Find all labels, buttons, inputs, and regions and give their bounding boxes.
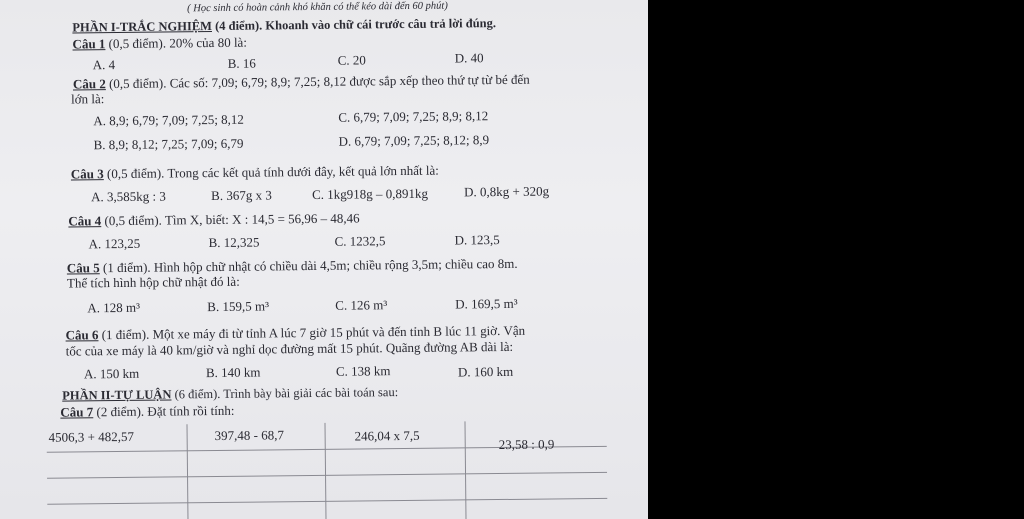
time-note: ( Học sinh có hoàn cảnh khó khăn có thể kéo dài đến 60 phút) — [187, 0, 448, 15]
q7-expression-1: 4506,3 + 482,57 — [48, 428, 135, 445]
q6-text: (1 điểm). Một xe máy đi từ tỉnh A lúc 7 giờ 15 phút và đến tỉnh B lúc 11 giờ. Vận — [101, 322, 526, 343]
part1-title: PHẦN I-TRẮC NGHIỆM — [72, 19, 212, 35]
q5-option-a[interactable]: A. 128 m³ — [87, 299, 141, 316]
q5-stem — [67, 256, 518, 277]
q2-label: Câu 2 — [72, 76, 106, 92]
q3-option-d[interactable]: D. 0,8kg + 320g — [463, 183, 550, 200]
part1-heading — [72, 15, 496, 35]
q5-option-b[interactable]: B. 159,5 m³ — [207, 298, 270, 315]
q6-text-2: tốc của xe máy là 40 km/giờ và nghỉ dọc đường mất 15 phút. Quãng đường AB dài là: — [65, 338, 514, 359]
black-background — [648, 0, 1024, 519]
q2-option-c[interactable]: C. 6,79; 7,09; 7,25; 8,9; 8,12 — [338, 108, 489, 125]
q1-option-a[interactable]: A. 4 — [92, 57, 116, 73]
q7-expression-2: 397,48 - 68,7 — [214, 427, 285, 444]
q4-label: Câu 4 — [68, 213, 102, 229]
q1-stem — [72, 35, 247, 53]
q1-text: (0,5 điểm). 20% của 80 là: — [108, 34, 247, 52]
q6-label: Câu 6 — [65, 327, 99, 343]
part2-desc: (6 điểm). Trình bày bài giải các bài toán sau: — [174, 385, 399, 402]
q7-work-table — [47, 422, 608, 519]
q7-expression-4: 23,58 : 0,9 — [498, 436, 555, 453]
q3-label: Câu 3 — [70, 166, 104, 182]
table-divider — [324, 423, 326, 519]
q5-label: Câu 5 — [66, 260, 100, 276]
q7-label: Câu 7 — [60, 404, 94, 420]
table-line — [47, 498, 607, 505]
q2-stem — [73, 72, 530, 93]
q5-option-c[interactable]: C. 126 m³ — [335, 297, 388, 313]
q4-option-b[interactable]: B. 12,325 — [208, 234, 260, 251]
q2-option-d[interactable]: D. 6,79; 7,09; 7,25; 8,12; 8,9 — [338, 132, 490, 149]
q4-option-c[interactable]: C. 1232,5 — [334, 233, 386, 249]
q4-stem — [68, 210, 359, 229]
q2-text: (0,5 điểm). Các số: 7,09; 6,79; 8,9; 7,25; 8,12 được sắp xếp theo thứ tự từ bé đến — [108, 71, 530, 92]
q2-text-2: lớn là: — [71, 91, 105, 107]
q3-option-a[interactable]: A. 3,585kg : 3 — [91, 188, 166, 205]
q7-stem — [60, 403, 234, 421]
q3-text: (0,5 điểm). Trong các kết quả tính dưới đây, kết quả lớn nhất là: — [106, 162, 439, 182]
table-divider — [186, 424, 188, 519]
q1-option-b[interactable]: B. 16 — [227, 55, 256, 71]
q7-text: (2 điểm). Đặt tính rồi tính: — [96, 402, 235, 420]
table-divider — [464, 421, 466, 519]
q3-option-b[interactable]: B. 367g x 3 — [211, 187, 272, 204]
part1-desc: (4 điểm). Khoanh vào chữ cái trước câu trả lời đúng. — [214, 16, 497, 33]
q6-option-d[interactable]: D. 160 km — [457, 363, 514, 380]
part2-title: PHẦN II-TỰ LUẬN — [62, 387, 172, 403]
q4-text: (0,5 điểm). Tìm X, biết: X : 14,5 = 56,96 – 48,46 — [104, 210, 360, 229]
q4-option-d[interactable]: D. 123,5 — [454, 232, 500, 248]
q1-option-d[interactable]: D. 40 — [454, 50, 484, 66]
q4-option-a[interactable]: A. 123,25 — [88, 235, 141, 252]
q3-stem — [71, 163, 439, 183]
q3-option-c[interactable]: C. 1kg918g – 0,891kg — [312, 185, 429, 202]
q6-option-b[interactable]: B. 140 km — [205, 364, 261, 381]
q2-option-a[interactable]: A. 8,9; 6,79; 7,09; 7,25; 8,12 — [93, 111, 244, 129]
q7-expression-3: 246,04 x 7,5 — [354, 427, 420, 444]
q5-option-d[interactable]: D. 169,5 m³ — [455, 295, 518, 312]
q5-text-2: Thể tích hình hộp chữ nhật đó là: — [66, 273, 240, 291]
q5-text: (1 điểm). Hình hộp chữ nhật có chiều dài 4,5m; chiều rộng 3,5m; chiều cao 8m. — [102, 255, 518, 276]
q2-option-b[interactable]: B. 8,9; 8,12; 7,25; 7,09; 6,79 — [93, 135, 244, 153]
q1-label: Câu 1 — [72, 36, 106, 52]
q6-option-c[interactable]: C. 138 km — [335, 363, 391, 379]
q6-option-a[interactable]: A. 150 km — [83, 365, 140, 382]
part2-heading — [62, 384, 398, 404]
q1-option-c[interactable]: C. 20 — [337, 52, 366, 68]
exam-sheet — [22, 0, 648, 519]
table-line — [47, 472, 607, 479]
